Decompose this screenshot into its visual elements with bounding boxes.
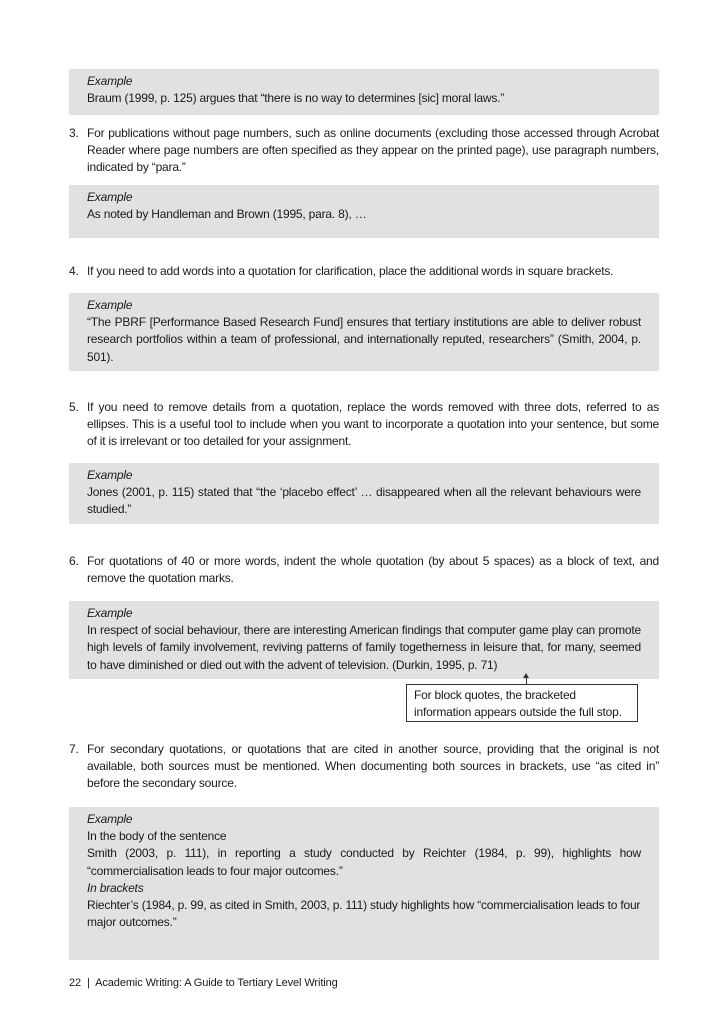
- list-number: 3.: [69, 126, 79, 140]
- example-text: Riechter’s (1984, p. 99, as cited in Smith, 2003, p. 111) study highlights how “commercialisation leads to four major outcomes.”: [87, 898, 641, 930]
- list-item: [69, 399, 659, 451]
- example-label: Example: [87, 74, 133, 88]
- list-number: 4.: [69, 264, 79, 278]
- example-text: Jones (2001, p. 115) stated that “the ‘placebo effect’ … disappeared when all the relevant behaviours were studied.”: [87, 485, 641, 517]
- list-item: [69, 741, 659, 793]
- list-number: 6.: [69, 554, 79, 568]
- footer-separator: |: [87, 977, 90, 989]
- list-text: If you need to add words into a quotation for clarification, place the additional words in square brackets.: [87, 264, 614, 278]
- list-text: For publications without page numbers, such as online documents (excluding those accessed through Acrobat Reader where page numbers are often specified as they appear on the printed page), use paragraph numbers, indicated by “para.”: [87, 126, 659, 175]
- page-footer: [69, 977, 338, 989]
- example-box: [69, 69, 659, 115]
- callout-line: For block quotes, the bracketed: [414, 688, 576, 702]
- example-label: Example: [87, 468, 133, 482]
- list-text: If you need to remove details from a quotation, replace the words removed with three dots, referred to as ellipses. This is a useful tool to include when you want to incorporate a quotation into your sentence, but some of it is irrelevant or too detailed for your assignment.: [87, 400, 659, 449]
- example-box: [69, 185, 659, 238]
- page-number: 22: [69, 977, 82, 989]
- example-sublabel: In the body of the sentence: [87, 829, 227, 844]
- list-text: For secondary quotations, or quotations that are cited in another source, providing that the original is not available, both sources must be mentioned. When documenting both sources in brackets, use “as cited in” before the secondary source.: [87, 742, 659, 791]
- example-text: Smith (2003, p. 111), in reporting a study conducted by Reichter (1984, p. 99), highlights how “commercialisation leads to four major outcomes.”: [87, 846, 641, 878]
- list-number: 5.: [69, 400, 79, 414]
- example-label: Example: [87, 190, 133, 204]
- example-text: “The PBRF [Performance Based Research Fund] ensures that tertiary institutions are able to deliver robust research portfolios within a team of professional, and internationally reputed, researchers” (Smith, 2004, p. 501).: [87, 315, 641, 364]
- example-box: [69, 293, 659, 371]
- callout-line: information appears outside the full stop.: [414, 705, 622, 719]
- example-label: Example: [87, 298, 133, 312]
- example-text: Braum (1999, p. 125) argues that “there is no way to determines [sic] moral laws.”: [87, 91, 505, 106]
- list-text: For quotations of 40 or more words, indent the whole quotation (by about 5 spaces) as a block of text, and remove the quotation marks.: [87, 554, 659, 586]
- example-text: In respect of social behaviour, there are interesting American findings that computer game play can promote high levels of family involvement, reviving patterns of family togetherness in leisure that, for many, seemed to have diminished or died out with the advent of television. (Durkin, 1995, p. 71): [87, 623, 641, 672]
- footer-title: Academic Writing: A Guide to Tertiary Level Writing: [95, 977, 338, 989]
- example-label: Example: [87, 812, 133, 826]
- example-sublabel: In brackets: [87, 880, 144, 895]
- example-label: Example: [87, 606, 133, 620]
- list-item: [69, 553, 659, 587]
- list-item: [69, 263, 659, 280]
- example-box: [69, 463, 659, 524]
- list-item: [69, 125, 659, 177]
- list-number: 7.: [69, 742, 79, 756]
- callout-note: [406, 684, 638, 722]
- example-box: [69, 807, 659, 960]
- example-box: [69, 601, 659, 679]
- example-text: As noted by Handleman and Brown (1995, para. 8), …: [87, 207, 367, 222]
